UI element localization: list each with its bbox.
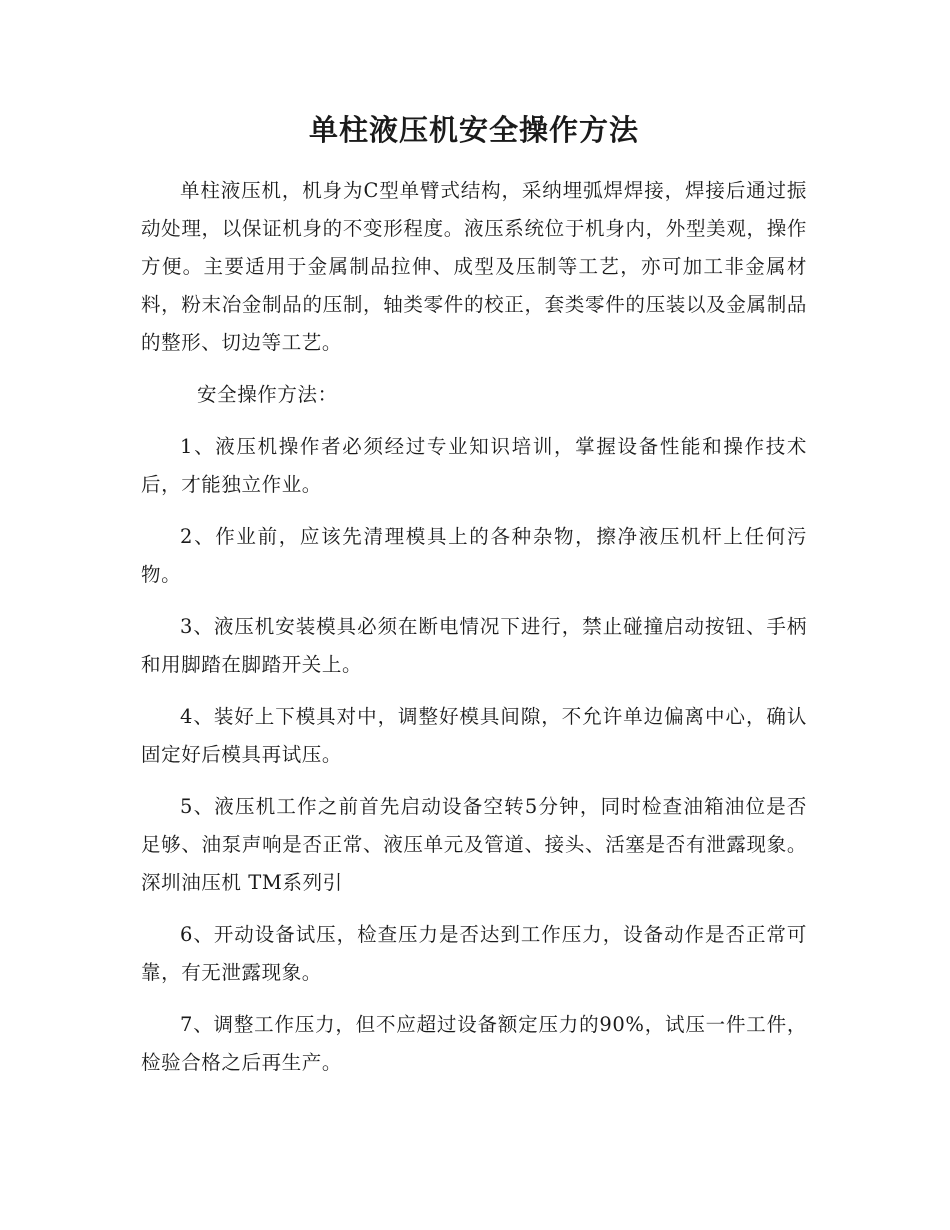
section-heading: 安全操作方法： — [197, 383, 338, 406]
spacer — [141, 684, 807, 698]
spacer — [141, 504, 807, 518]
list-item: 4、装好上下模具对中，调整好模具间隙，不允许单边偏离中心，确认固定好后模具再试压。 — [141, 705, 807, 766]
list-item: 1、液压机操作者必须经过专业知识培训，掌握设备性能和操作技术后，才能独立作业。 — [141, 435, 807, 496]
list-item: 2、作业前，应该先清理模具上的各种杂物，擦净液压机杆上任何污物。 — [141, 525, 807, 586]
intro-paragraph: 单柱液压机，机身为C型单臂式结构，采纳埋弧焊焊接，焊接后通过振动处理，以保证机身的不变形程度。液压系统位于机身内，外型美观，操作方便。主要适用于金属制品拉伸、成型及压制等工艺，亦可加工非金属材料，粉末冶金制品的压制，轴类零件的校正，套类零件的压装以及金属制品的整形、切边等工艺。 — [141, 179, 807, 354]
spacer — [141, 774, 807, 788]
spacer — [141, 414, 807, 428]
spacer — [141, 362, 807, 376]
list-item: 3、液压机安装模具必须在断电情况下进行，禁止碰撞启动按钮、手柄和用脚踏在脚踏开关上。 — [141, 615, 807, 676]
spacer — [141, 992, 807, 1006]
list-item: 5、液压机工作之前首先启动设备空转5分钟，同时检查油箱油位是否足够、油泵声响是否正常、液压单元及管道、接头、活塞是否有泄露现象。深圳油压机 TM系列引 — [141, 795, 807, 894]
document-title: 单柱液压机安全操作方法 — [308, 113, 639, 147]
spacer — [141, 902, 807, 916]
spacer — [141, 594, 807, 608]
list-item: 7、调整工作压力，但不应超过设备额定压力的90%，试压一件工件，检验合格之后再生产。 — [141, 1013, 807, 1074]
list-item: 6、开动设备试压，检查压力是否达到工作压力，设备动作是否正常可靠，有无泄露现象。 — [141, 923, 807, 984]
document-page — [141, 108, 807, 1082]
